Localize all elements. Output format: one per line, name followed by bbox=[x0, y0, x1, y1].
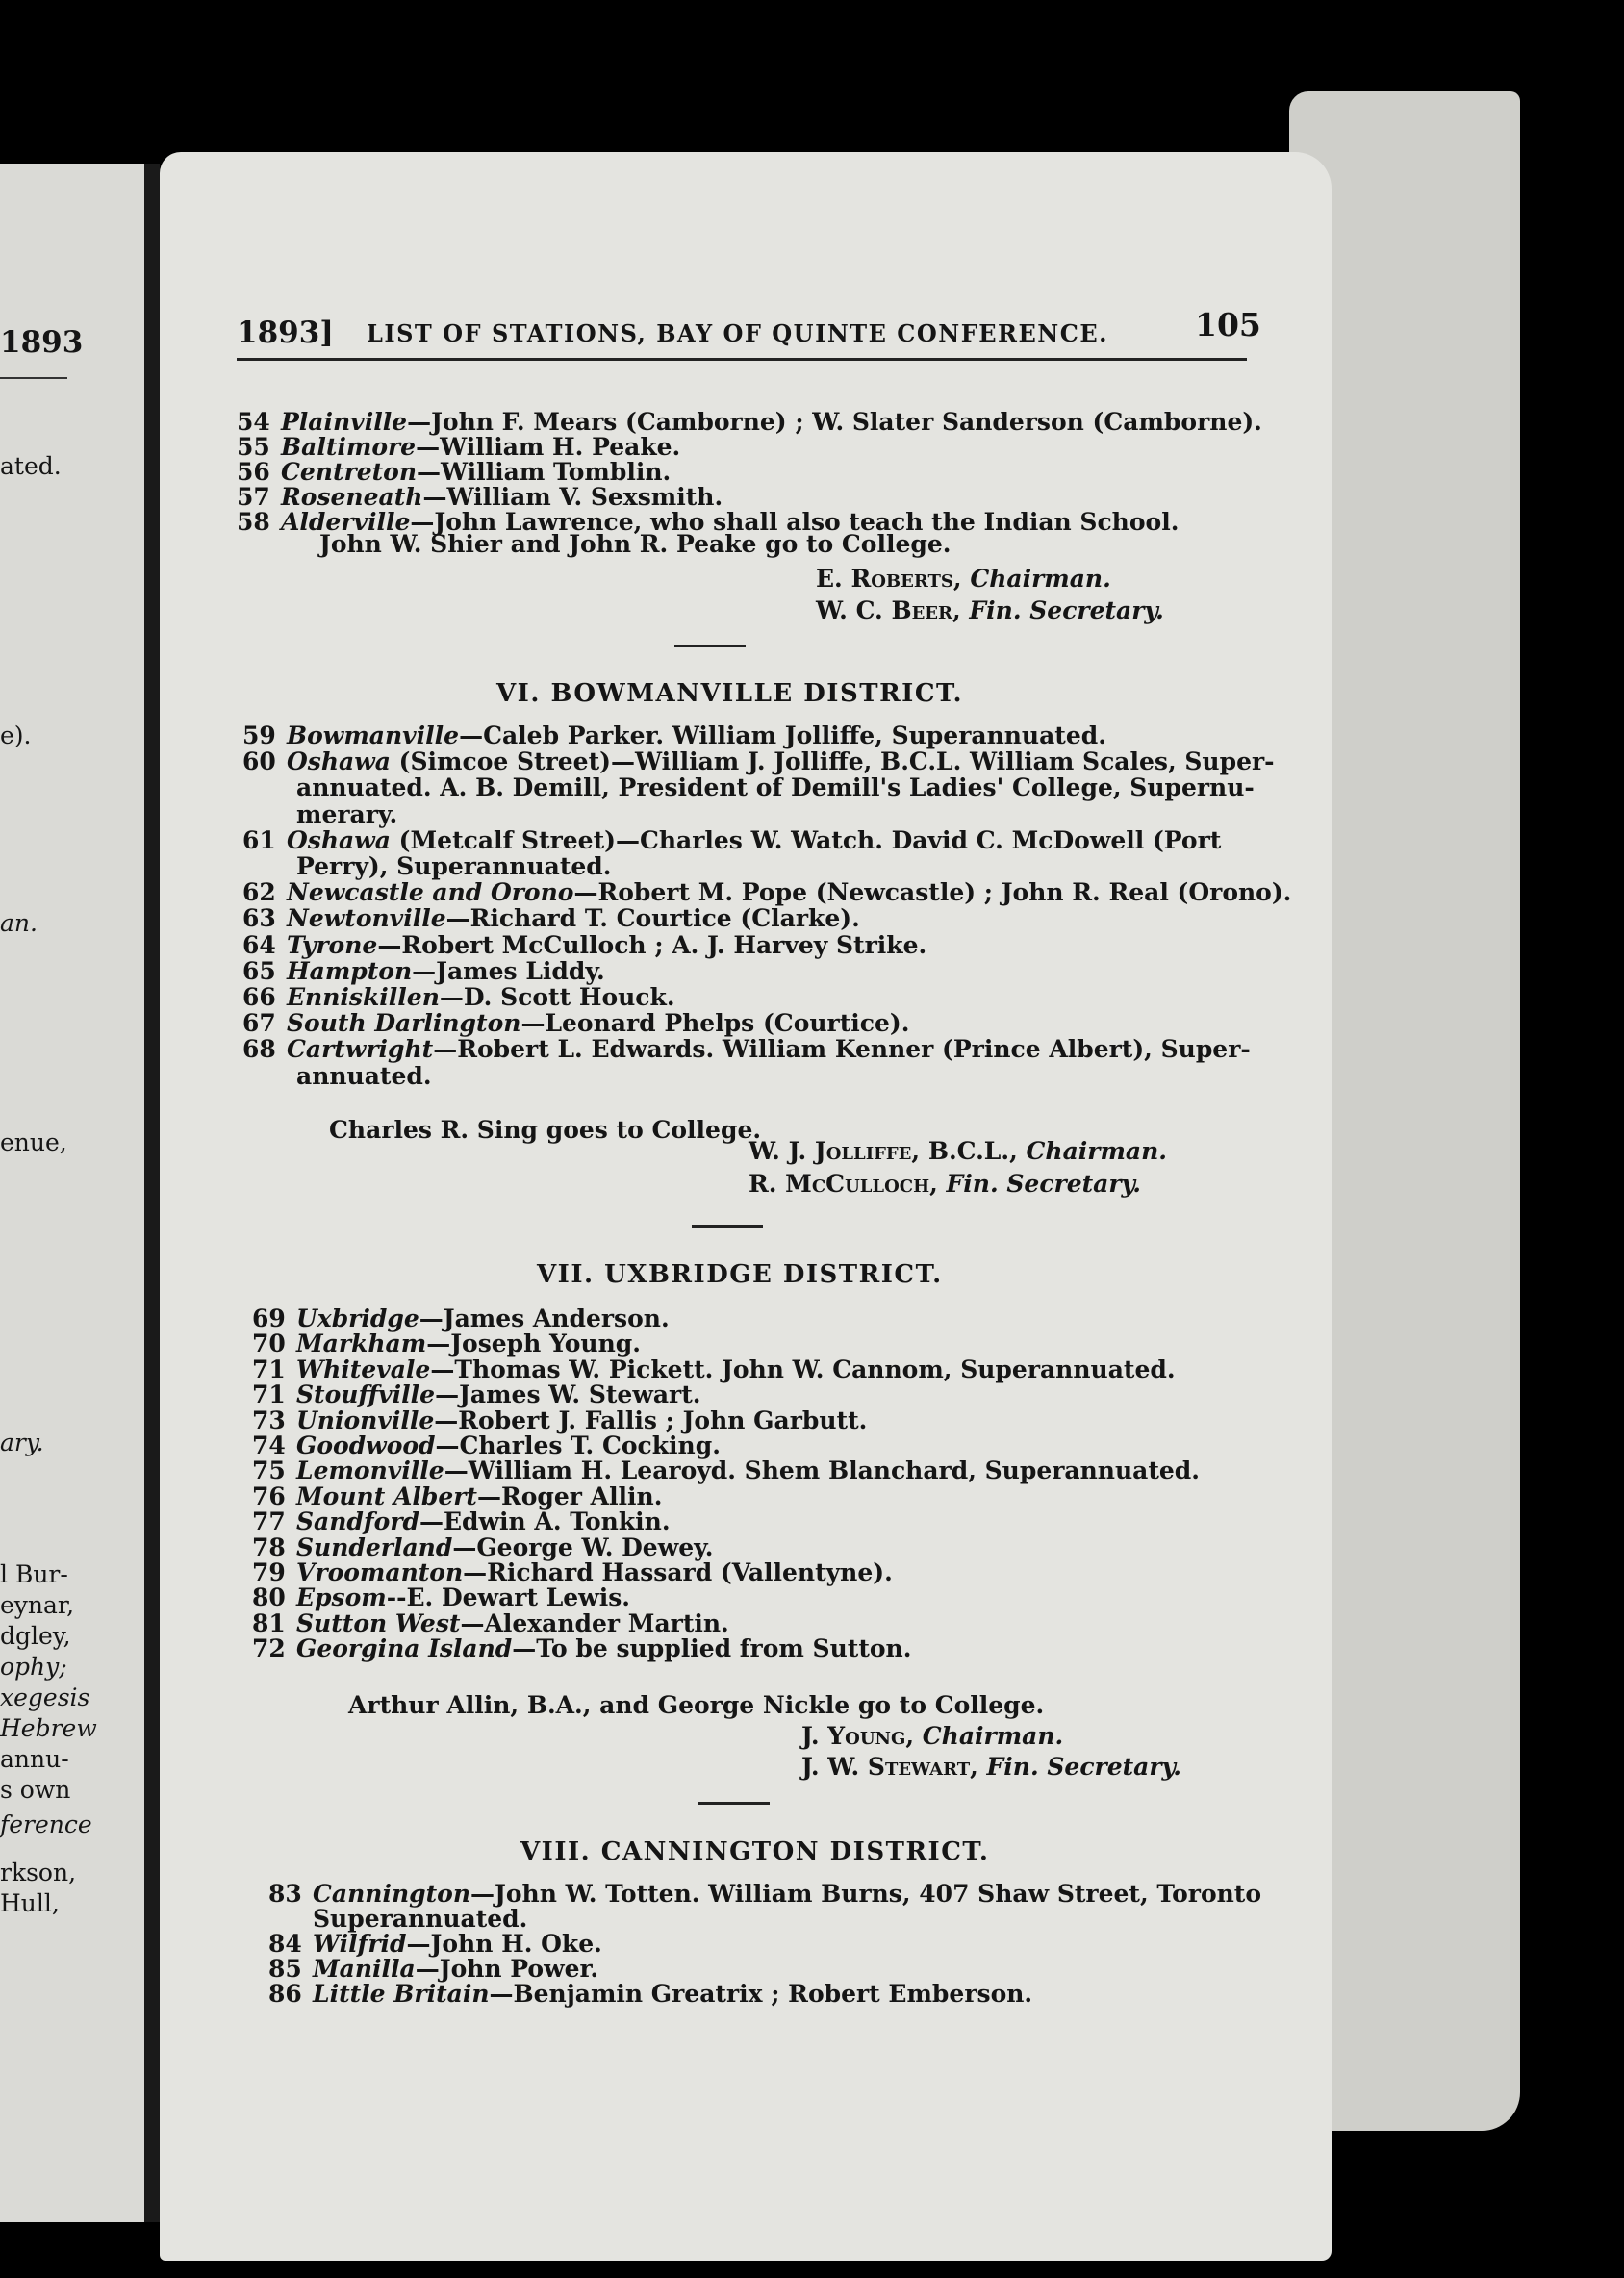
station-number: 56 bbox=[237, 458, 270, 486]
station-place: Oshawa bbox=[287, 747, 391, 776]
left-fragment: ated. bbox=[0, 452, 62, 480]
station-number: 83 bbox=[268, 1880, 302, 1908]
station-text: —William Tomblin. bbox=[417, 458, 672, 486]
station-text: Perry), Superannuated. bbox=[296, 852, 612, 880]
left-fragment: rkson, bbox=[0, 1859, 77, 1886]
station-number: 76 bbox=[252, 1481, 286, 1510]
station-text: —Robert McCulloch ; A. J. Harvey Strike. bbox=[377, 930, 927, 959]
station-place: South Darlington bbox=[287, 1009, 521, 1038]
secretary-name: J. W. Stewart, bbox=[801, 1753, 978, 1781]
station-entry bbox=[296, 1062, 432, 1091]
chairman-role: Chairman. bbox=[922, 1722, 1064, 1750]
station-number: 68 bbox=[242, 1035, 276, 1064]
station-place: Manilla bbox=[313, 1955, 416, 1983]
secretary-role: Fin. Secretary. bbox=[986, 1753, 1181, 1781]
bowmanville-chairman bbox=[749, 1137, 1167, 1165]
chairman-name: W. J. Jolliffe, bbox=[749, 1137, 921, 1165]
uxbridge-district-title: VII. UXBRIDGE DISTRICT. bbox=[537, 1260, 943, 1289]
station-text: —Thomas W. Pickett. John W. Cannom, Superannuated. bbox=[430, 1354, 1176, 1383]
secretary-name: W. C. Beer, bbox=[816, 596, 961, 624]
station-text: —Robert J. Fallis ; John Garbutt. bbox=[434, 1405, 868, 1434]
station-place: Sandford bbox=[296, 1507, 419, 1536]
station-number: 73 bbox=[252, 1405, 286, 1434]
station-place: Roseneath bbox=[281, 483, 423, 511]
station-place: Centreton bbox=[281, 458, 418, 486]
station-number: 86 bbox=[268, 1980, 302, 2008]
station-text: —Roger Allin. bbox=[476, 1481, 663, 1510]
left-fragment: Hull, bbox=[0, 1889, 60, 1917]
chairman-name: E. Roberts, bbox=[816, 565, 962, 593]
uxbridge-note: Arthur Allin, B.A., and George Nickle go to College. bbox=[348, 1691, 1045, 1719]
station-number: 78 bbox=[252, 1532, 286, 1561]
station-entry bbox=[242, 721, 1106, 750]
station-number: 67 bbox=[242, 1009, 276, 1038]
secretary-name: R. McCulloch, bbox=[749, 1170, 938, 1198]
cobourg-secretary bbox=[816, 596, 1164, 624]
station-entry bbox=[252, 1634, 911, 1663]
station-text: annuated. A. B. Demill, President of Demill's Ladies' College, Supernu- bbox=[296, 773, 1255, 802]
station-place: Lemonville bbox=[296, 1456, 444, 1485]
station-number: 74 bbox=[252, 1431, 286, 1459]
station-text: —Edwin A. Tonkin. bbox=[419, 1507, 671, 1536]
left-fragment: eynar, bbox=[0, 1591, 75, 1619]
station-number: 71 bbox=[252, 1380, 286, 1409]
station-text: —D. Scott Houck. bbox=[439, 983, 675, 1011]
station-text: —Richard Hassard (Vallentyne). bbox=[463, 1558, 893, 1586]
left-page-year: 1893 bbox=[0, 325, 84, 360]
station-entry bbox=[242, 747, 1275, 776]
station-text: —Charles T. Cocking. bbox=[435, 1431, 721, 1459]
station-place: Wilfrid bbox=[313, 1930, 407, 1958]
section-separator bbox=[698, 1802, 770, 1805]
station-place: Tyrone bbox=[287, 930, 378, 959]
secretary-role: Fin. Secretary. bbox=[969, 596, 1164, 624]
left-fragment: e). bbox=[0, 721, 32, 749]
station-entry bbox=[242, 983, 675, 1012]
station-text: —James W. Stewart. bbox=[435, 1380, 701, 1409]
station-number: 75 bbox=[252, 1456, 286, 1485]
left-fragment: an. bbox=[0, 909, 38, 937]
station-text: —John F. Mears (Camborne) ; W. Slater Sanderson (Camborne). bbox=[407, 408, 1262, 436]
station-entry bbox=[268, 1980, 1032, 2009]
station-entry bbox=[296, 852, 612, 881]
station-number: 69 bbox=[252, 1304, 286, 1332]
station-text: —Benjamin Greatrix ; Robert Emberson. bbox=[489, 1980, 1033, 2008]
station-number: 61 bbox=[242, 825, 276, 854]
chairman-degree: B.C.L., bbox=[920, 1137, 1027, 1165]
station-text: annuated. bbox=[296, 1061, 432, 1090]
station-text: —James Liddy. bbox=[412, 956, 605, 985]
station-entry bbox=[242, 826, 1221, 855]
station-text: —John Power. bbox=[415, 1955, 599, 1983]
station-number: 64 bbox=[242, 930, 276, 959]
left-fragment: s own bbox=[0, 1776, 71, 1804]
book-spine bbox=[144, 164, 160, 2222]
bowmanville-secretary bbox=[749, 1170, 1141, 1198]
station-text: —To be supplied from Sutton. bbox=[512, 1634, 912, 1663]
station-number: 71 bbox=[252, 1354, 286, 1383]
chairman-name: J. Young, bbox=[801, 1722, 915, 1750]
station-entry bbox=[296, 773, 1255, 802]
station-text: —Caleb Parker. William Jolliffe, Superannuated. bbox=[459, 721, 1106, 749]
station-entry bbox=[296, 800, 397, 829]
station-text: —Joseph Young. bbox=[426, 1329, 641, 1358]
left-fragment: xegesis bbox=[0, 1683, 90, 1711]
station-place: Stouffville bbox=[296, 1380, 436, 1409]
station-text: —John H. Oke. bbox=[406, 1930, 602, 1958]
station-text: Superannuated. bbox=[313, 1905, 528, 1933]
station-place: Epsom bbox=[296, 1583, 387, 1612]
header-year: 1893] bbox=[237, 316, 334, 350]
uxbridge-secretary bbox=[801, 1753, 1181, 1781]
station-place: Baltimore bbox=[281, 433, 417, 461]
station-place: Newcastle and Orono bbox=[287, 878, 574, 907]
station-place: Sutton West bbox=[296, 1608, 461, 1637]
running-header bbox=[237, 306, 1261, 352]
station-number: 58 bbox=[237, 508, 270, 536]
station-number: 80 bbox=[252, 1583, 286, 1612]
previous-page-edge bbox=[0, 164, 144, 2222]
station-entry bbox=[242, 957, 605, 986]
station-number: 57 bbox=[237, 483, 270, 511]
station-place: Cannington bbox=[313, 1880, 471, 1908]
station-number: 70 bbox=[252, 1329, 286, 1358]
station-number: 72 bbox=[252, 1634, 286, 1663]
station-text: (Metcalf Street)—Charles W. Watch. David C. McDowell (Port bbox=[390, 825, 1222, 854]
station-place: Alderville bbox=[281, 508, 411, 536]
station-text: —George W. Dewey. bbox=[452, 1532, 714, 1561]
station-number: 54 bbox=[237, 408, 270, 436]
station-entry bbox=[242, 878, 1291, 907]
station-place: Vroomanton bbox=[296, 1558, 464, 1586]
station-number: 63 bbox=[242, 904, 276, 933]
station-text: —Richard T. Courtice (Clarke). bbox=[445, 904, 860, 933]
station-text: —William V. Sexsmith. bbox=[422, 483, 723, 511]
station-number: 55 bbox=[237, 433, 270, 461]
station-text: (Simcoe Street)—William J. Jolliffe, B.C.L. William Scales, Super- bbox=[390, 747, 1275, 776]
station-number: 79 bbox=[252, 1558, 286, 1586]
cannington-district-title: VIII. CANNINGTON DISTRICT. bbox=[520, 1837, 990, 1866]
station-place: Oshawa bbox=[287, 825, 391, 854]
left-page-header-rule bbox=[0, 377, 67, 379]
chairman-role: Chairman. bbox=[970, 565, 1111, 593]
station-place: Goodwood bbox=[296, 1431, 436, 1459]
station-place: Enniskillen bbox=[287, 983, 440, 1011]
station-text: —Robert M. Pope (Newcastle) ; John R. Real (Orono). bbox=[573, 878, 1292, 907]
station-number: 59 bbox=[242, 721, 276, 749]
station-place: Newtonville bbox=[287, 904, 446, 933]
station-entry bbox=[242, 904, 860, 933]
station-number: 81 bbox=[252, 1608, 286, 1637]
left-fragment: enue, bbox=[0, 1128, 67, 1156]
section-separator bbox=[674, 645, 746, 647]
station-place: Bowmanville bbox=[287, 721, 460, 749]
station-text: --E. Dewart Lewis. bbox=[386, 1583, 630, 1612]
left-fragment: ary. bbox=[0, 1429, 44, 1456]
station-number: 65 bbox=[242, 956, 276, 985]
page bbox=[160, 152, 1332, 2261]
station-number: 85 bbox=[268, 1955, 302, 1983]
station-place: Sunderland bbox=[296, 1532, 453, 1561]
page-number: 105 bbox=[1195, 306, 1261, 343]
chairman-role: Chairman. bbox=[1026, 1137, 1167, 1165]
uxbridge-chairman bbox=[801, 1722, 1063, 1750]
station-text: —Robert L. Edwards. William Kenner (Prince Albert), Super- bbox=[433, 1035, 1251, 1064]
station-text: —John W. Totten. William Burns, 407 Shaw Street, Toronto bbox=[470, 1880, 1262, 1908]
station-text: —William H. Learoyd. Shem Blanchard, Superannuated. bbox=[444, 1456, 1200, 1485]
bowmanville-district-title: VI. BOWMANVILLE DISTRICT. bbox=[496, 679, 964, 708]
station-text: merary. bbox=[296, 799, 398, 828]
station-place: Mount Albert bbox=[296, 1481, 477, 1510]
station-entry bbox=[242, 1035, 1251, 1064]
left-fragment: Hebrew bbox=[0, 1714, 97, 1742]
station-text: —Alexander Martin. bbox=[460, 1608, 729, 1637]
station-place: Unionville bbox=[296, 1405, 435, 1434]
left-fragment: annu- bbox=[0, 1745, 69, 1773]
station-text: —John Lawrence, who shall also teach the Indian School. bbox=[410, 508, 1180, 536]
station-place: Georgina Island bbox=[296, 1634, 513, 1663]
station-place: Uxbridge bbox=[296, 1304, 419, 1332]
header-title: LIST OF STATIONS, BAY OF QUINTE CONFERENCE. bbox=[367, 319, 1108, 347]
left-fragment: l Bur- bbox=[0, 1560, 68, 1588]
station-number: 84 bbox=[268, 1930, 302, 1958]
station-place: Cartwright bbox=[287, 1035, 434, 1064]
section-separator bbox=[692, 1225, 763, 1228]
cobourg-chairman bbox=[816, 565, 1111, 593]
station-number: 62 bbox=[242, 878, 276, 907]
station-number: 66 bbox=[242, 983, 276, 1011]
station-text: —William H. Peake. bbox=[416, 433, 681, 461]
station-place: Hampton bbox=[287, 956, 413, 985]
station-place: Little Britain bbox=[313, 1980, 490, 2008]
cobourg-note: John W. Shier and John R. Peake go to College. bbox=[319, 530, 952, 558]
left-fragment: ference bbox=[0, 1810, 92, 1838]
header-rule bbox=[237, 358, 1247, 361]
left-fragment: dgley, bbox=[0, 1622, 71, 1650]
station-entry bbox=[242, 1009, 909, 1038]
station-text: —Leonard Phelps (Courtice). bbox=[520, 1009, 910, 1038]
bowmanville-note: Charles R. Sing goes to College. bbox=[329, 1116, 762, 1144]
station-number: 77 bbox=[252, 1507, 286, 1536]
left-fragment: ophy; bbox=[0, 1653, 67, 1681]
secretary-role: Fin. Secretary. bbox=[946, 1170, 1141, 1198]
station-place: Whitevale bbox=[296, 1354, 431, 1383]
station-entry bbox=[242, 931, 926, 960]
station-place: Markham bbox=[296, 1329, 427, 1358]
station-number: 60 bbox=[242, 747, 276, 776]
station-text: —James Anderson. bbox=[419, 1304, 670, 1332]
station-place: Plainville bbox=[281, 408, 408, 436]
